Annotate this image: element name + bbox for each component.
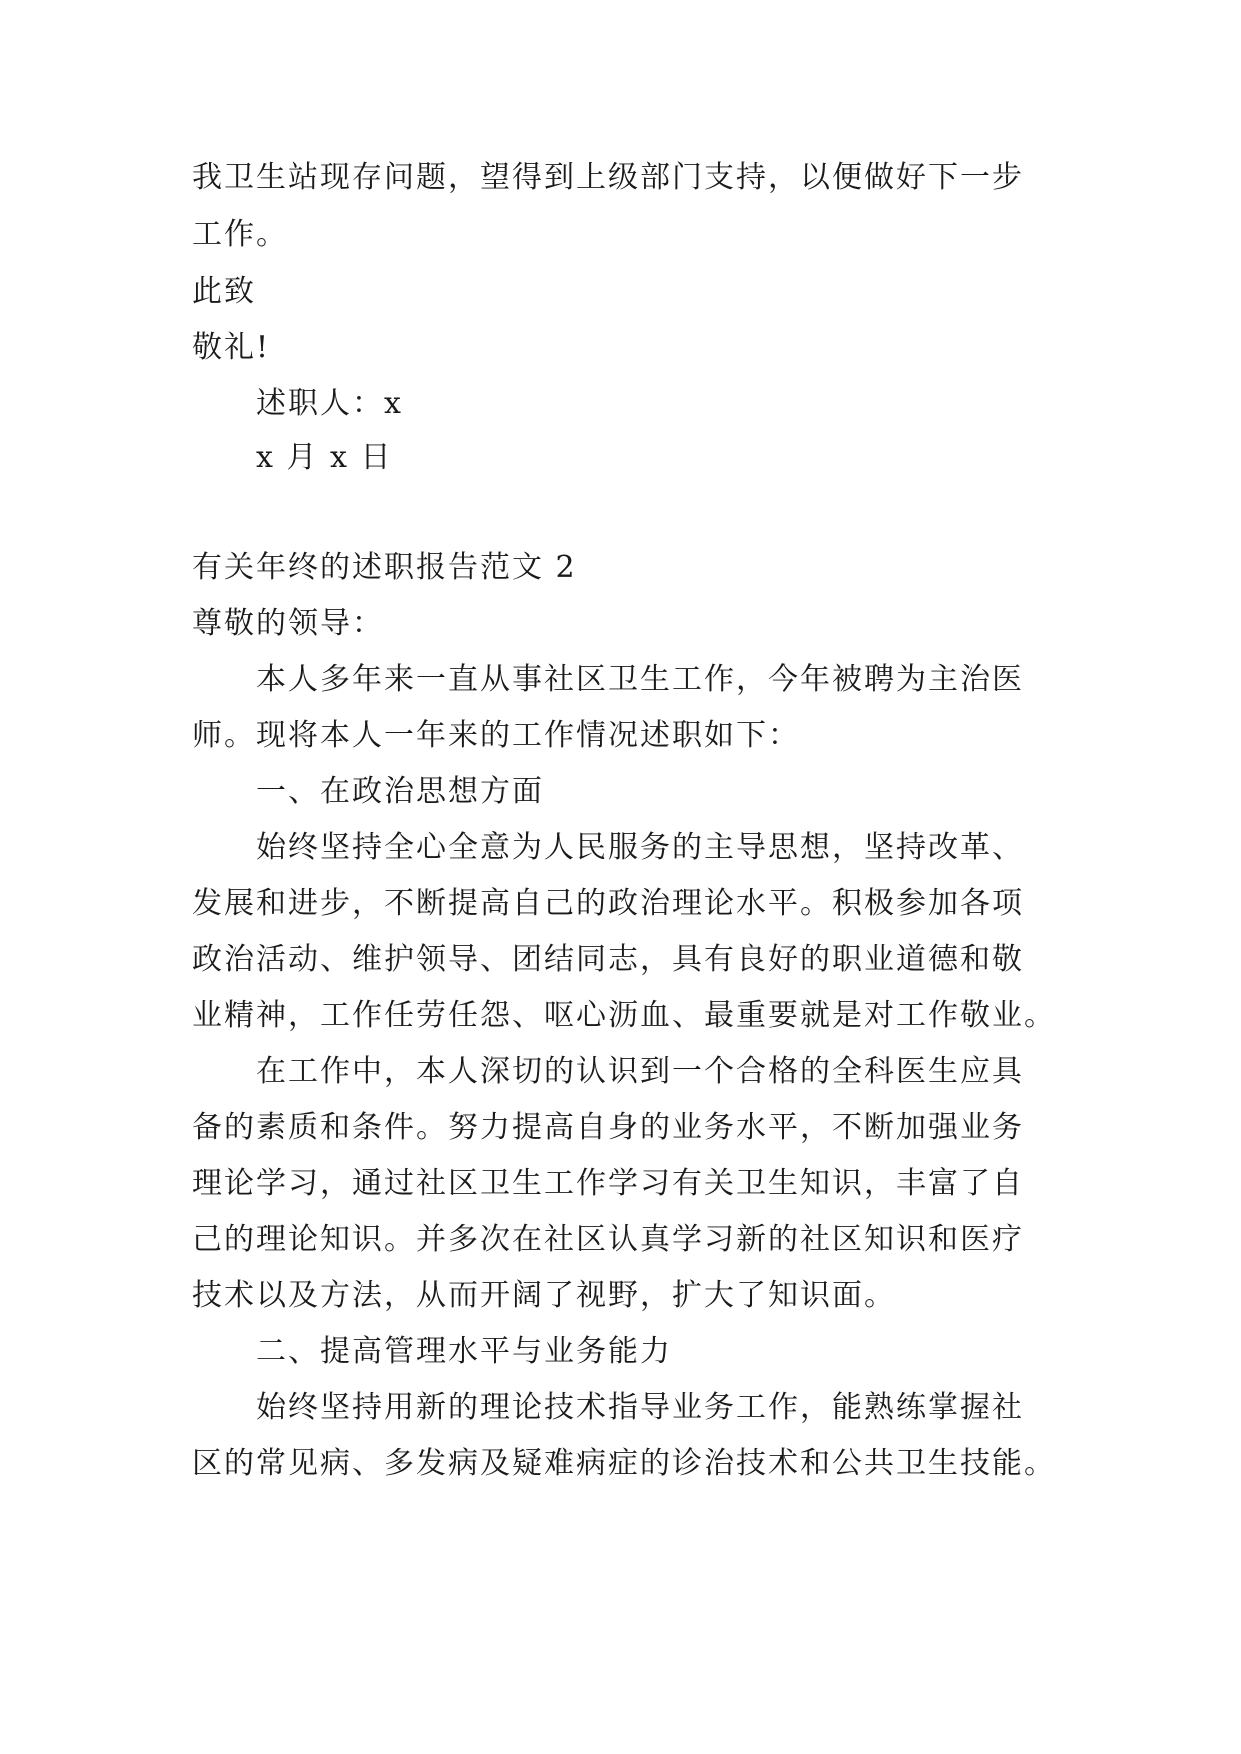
body-line-11: 己的理论知识。并多次在社区认真学习新的社区知识和医疗	[192, 1222, 1024, 1257]
body-line-2: 师。现将本人一年来的工作情况述职如下：	[192, 718, 800, 753]
body-line-1: 本人多年来一直从事社区卫生工作，今年被聘为主治医	[256, 662, 1024, 697]
body-line-5: 发展和进步，不断提高自己的政治理论水平。积极参加各项	[192, 886, 1024, 921]
body-line-10: 理论学习，通过社区卫生工作学习有关卫生知识，丰富了自	[192, 1166, 1024, 1201]
section-title: 有关年终的述职报告范文 2	[192, 550, 577, 585]
closing-line-1: 我卫生站现存问题，望得到上级部门支持，以便做好下一步	[192, 160, 1024, 195]
body-line-15: 区的常见病、多发病及疑难病症的诊治技术和公共卫生技能。	[192, 1446, 1056, 1481]
signature-reporter: 述职人：x	[256, 386, 403, 421]
body-line-4: 始终坚持全心全意为人民服务的主导思想，坚持改革、	[256, 830, 1024, 865]
body-line-14: 始终坚持用新的理论技术指导业务工作，能熟练掌握社	[256, 1390, 1024, 1425]
body-line-7: 业精神，工作任劳任怨、呕心沥血、最重要就是对工作敬业。	[192, 998, 1056, 1033]
heading-management: 二、提高管理水平与业务能力	[256, 1334, 672, 1369]
heading-political: 一、在政治思想方面	[256, 774, 544, 809]
closing-phrase: 此致	[192, 274, 256, 309]
body-line-9: 备的素质和条件。努力提高自身的业务水平，不断加强业务	[192, 1110, 1024, 1145]
signature-date: x 月 x 日	[256, 440, 393, 475]
body-line-6: 政治活动、维护领导、团结同志，具有良好的职业道德和敬	[192, 942, 1024, 977]
body-line-12: 技术以及方法，从而开阔了视野，扩大了知识面。	[192, 1278, 896, 1313]
body-line-8: 在工作中，本人深切的认识到一个合格的全科医生应具	[256, 1054, 1024, 1089]
closing-line-2: 工作。	[192, 217, 288, 252]
closing-salute: 敬礼!	[192, 330, 271, 365]
salutation: 尊敬的领导：	[192, 606, 384, 641]
